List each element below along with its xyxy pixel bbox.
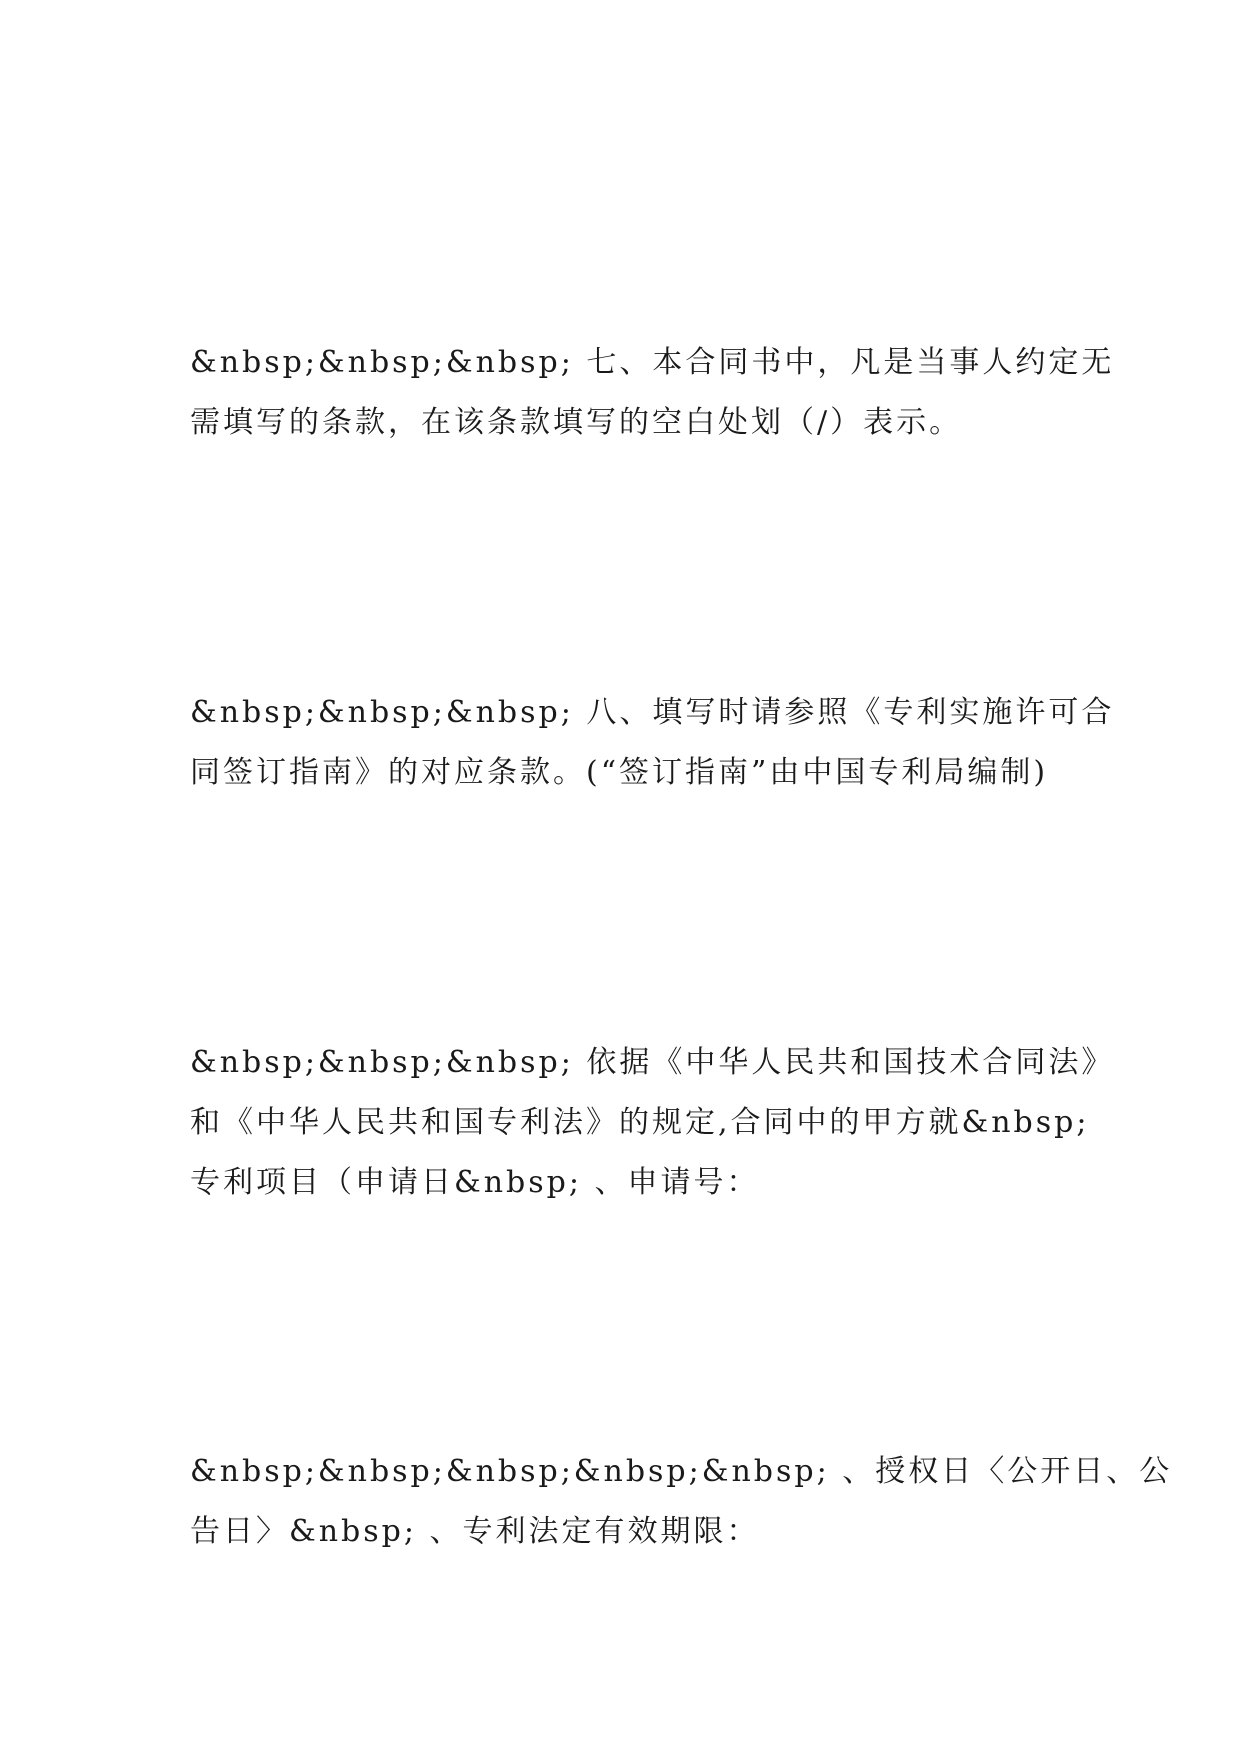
paragraph-clause-8 <box>190 683 1115 803</box>
paragraph-patent-dates <box>190 1442 1173 1562</box>
text-line: 需填写的条款，在该条款填写的空白处划（/）表示。 <box>190 405 963 440</box>
text-line: &nbsp;&nbsp;&nbsp; 八、填写时请参照《专利实施许可合 <box>190 695 1115 730</box>
paragraph-legal-basis <box>190 1033 1115 1213</box>
text-line: 和《中华人民共和国专利法》的规定,合同中的甲方就&nbsp; <box>190 1105 1090 1140</box>
text-line: &nbsp;&nbsp;&nbsp; 依据《中华人民共和国技术合同法》 <box>190 1045 1115 1080</box>
text-line: 同签订指南》的对应条款。(“签订指南”由中国专利局编制) <box>190 755 1049 790</box>
paragraph-clause-7 <box>190 333 1115 453</box>
text-line: 专利项目（申请日&nbsp; 、申请号： <box>190 1165 760 1200</box>
text-line: &nbsp;&nbsp;&nbsp;&nbsp;&nbsp; 、授权日〈公开日、公 <box>190 1454 1173 1489</box>
text-line: &nbsp;&nbsp;&nbsp; 七、本合同书中，凡是当事人约定无 <box>190 345 1115 380</box>
text-line: 告日〉&nbsp; 、专利法定有效期限： <box>190 1514 760 1549</box>
